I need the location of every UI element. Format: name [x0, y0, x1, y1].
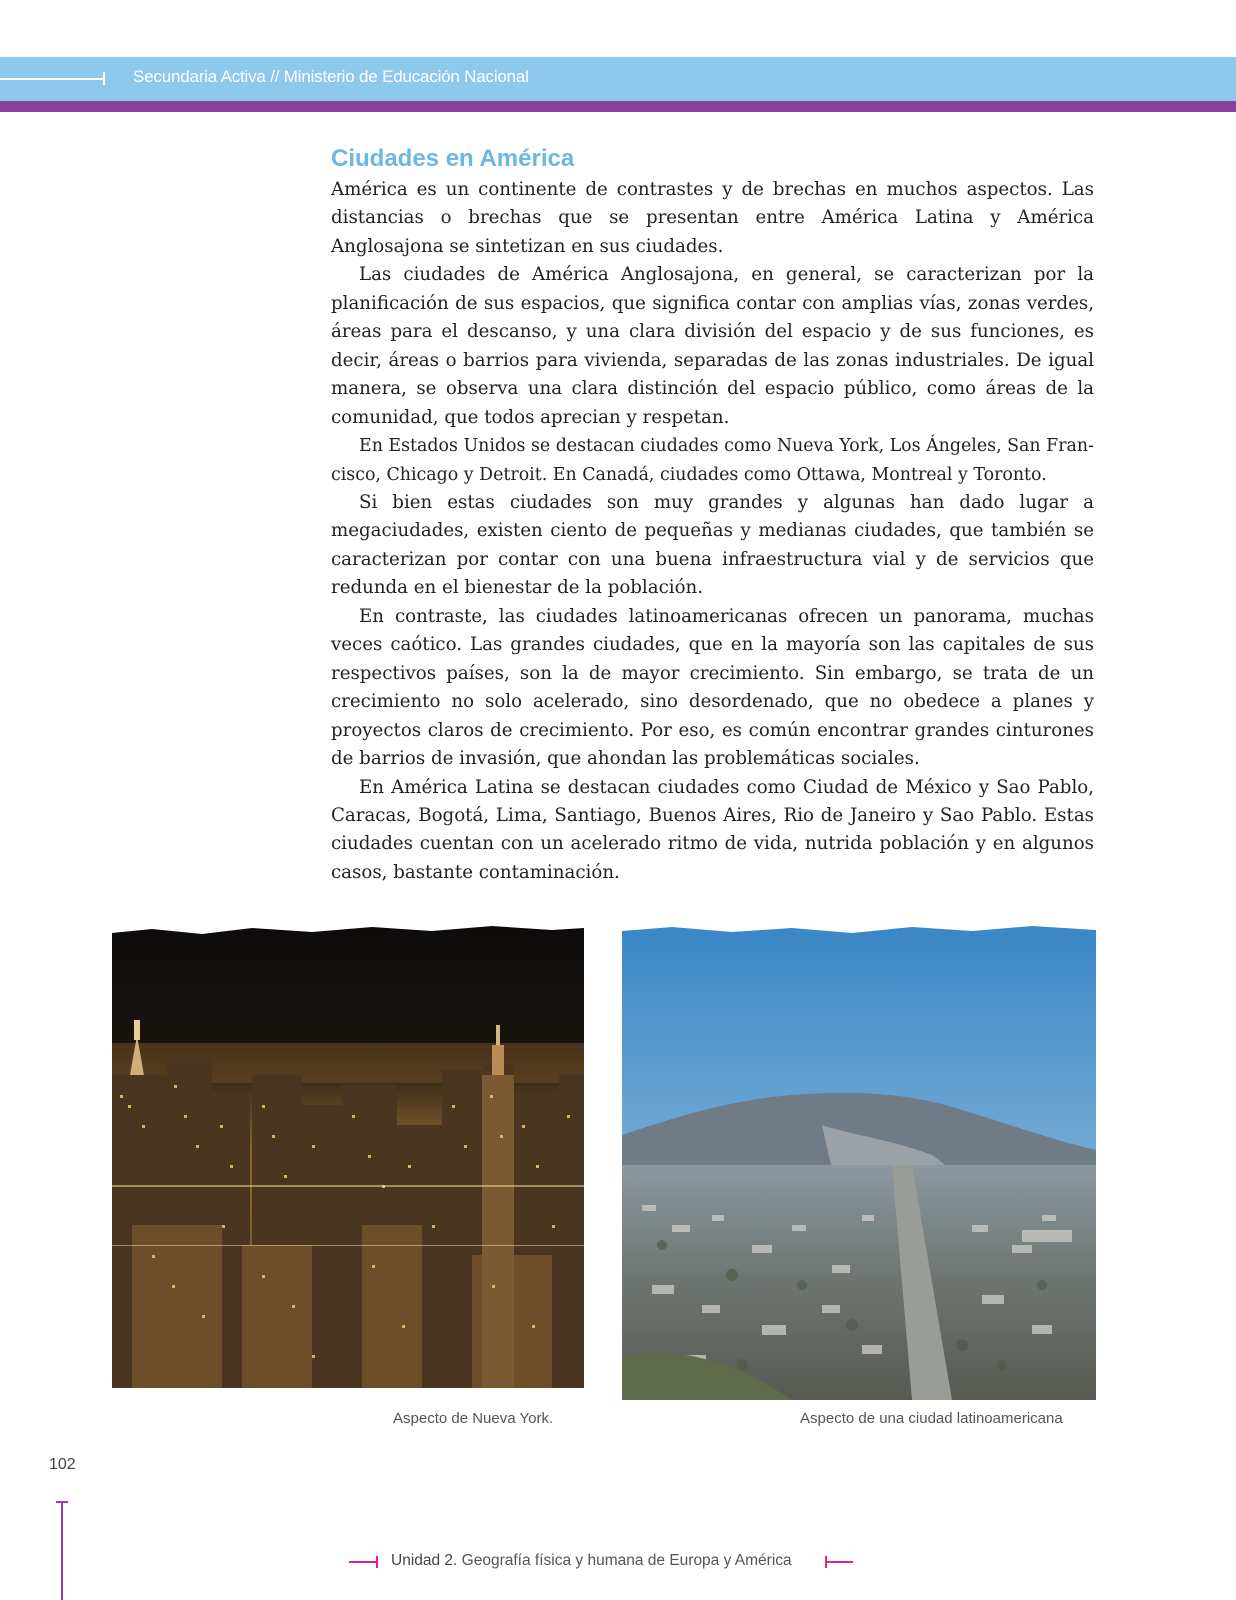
- paragraph: América es un continente de contrastes y de brechas en muchos aspectos. Las distancias o brechas que se presentan entre América Latina y América Anglosajona se sintetizan en sus ciudades.: [331, 179, 1094, 257]
- footer-rule-right: [825, 1561, 853, 1563]
- page-number: 102: [49, 1456, 76, 1473]
- caption-new-york: Aspecto de Nueva York.: [393, 1410, 554, 1427]
- section-title: Ciudades en América: [331, 145, 575, 172]
- footer-text: [391, 1552, 792, 1570]
- header-rule: [0, 78, 104, 80]
- photo-new-york: [112, 925, 584, 1388]
- paragraph: En Estados Unidos se destacan ciudades como Nueva York, Los Ángeles, San Francisco, Chicago y Detroit. En Canadá, ciudades como Ottawa, Montreal y Toronto.: [331, 436, 1094, 485]
- header-rule-tick: [103, 72, 105, 85]
- margin-rule: [61, 1502, 63, 1600]
- footer: [349, 1551, 859, 1573]
- footer-rule-left-tick: [376, 1556, 378, 1568]
- body-text: [331, 176, 1094, 887]
- paragraph: Si bien estas ciudades son muy grandes y algunas han dado lugar a megaciudades, existen ciento de pequeñas y medianas ciudades, que también se caracterizan por contar con una buena infraestructura vial y de servicios que redunda en el bienestar de la población.: [331, 491, 1094, 599]
- header-title: Secundaria Activa // Ministerio de Educación Nacional: [133, 67, 529, 86]
- footer-title: Geografía física y humana de Europa y América: [461, 1552, 792, 1569]
- paragraph: Las ciudades de América Anglosajona, en general, se caracterizan por la planificación de sus espacios, que significa contar con amplias vías, zonas verdes, áreas para el descanso, y una clara división del espacio y de sus funciones, es decir, áreas o barrios para vivienda, separadas de las zonas industriales. De igual manera, se observa una clara distinción del espacio público, como áreas de la comunidad, que todos aprecian y respetan.: [331, 264, 1094, 428]
- paragraph: En América Latina se destacan ciudades como Ciudad de México y Sao Pablo, Caracas, Bogotá, Lima, Santiago, Buenos Aires, Rio de Janeiro y Sao Pablo. Estas ciudades cuentan con un acelerado ritmo de vida, nutrida población y en algunos casos, bastante contaminación.: [331, 776, 1094, 883]
- caption-latin-american-city: Aspecto de una ciudad latinoamericana: [800, 1410, 1063, 1427]
- paragraph: En contraste, las ciudades latinoamericanas ofrecen un panorama, muchas veces caótico. Las grandes ciudades, que en la mayoría son las capitales de sus respectivos países, son la de mayor crecimiento. Sin embargo, se trata de un crecimiento no solo acelerado, sino desordenado, que no obedece a planes y proyectos claros de crecimiento. Por eso, es común encontrar grandes cinturones de barrios de invasión, que ahondan las problemáticas sociales.: [331, 605, 1094, 770]
- footer-unit: Unidad 2.: [391, 1552, 458, 1569]
- header-stripe: [0, 101, 1236, 112]
- footer-rule-left: [349, 1561, 377, 1563]
- photo-latin-american-city: [622, 925, 1096, 1400]
